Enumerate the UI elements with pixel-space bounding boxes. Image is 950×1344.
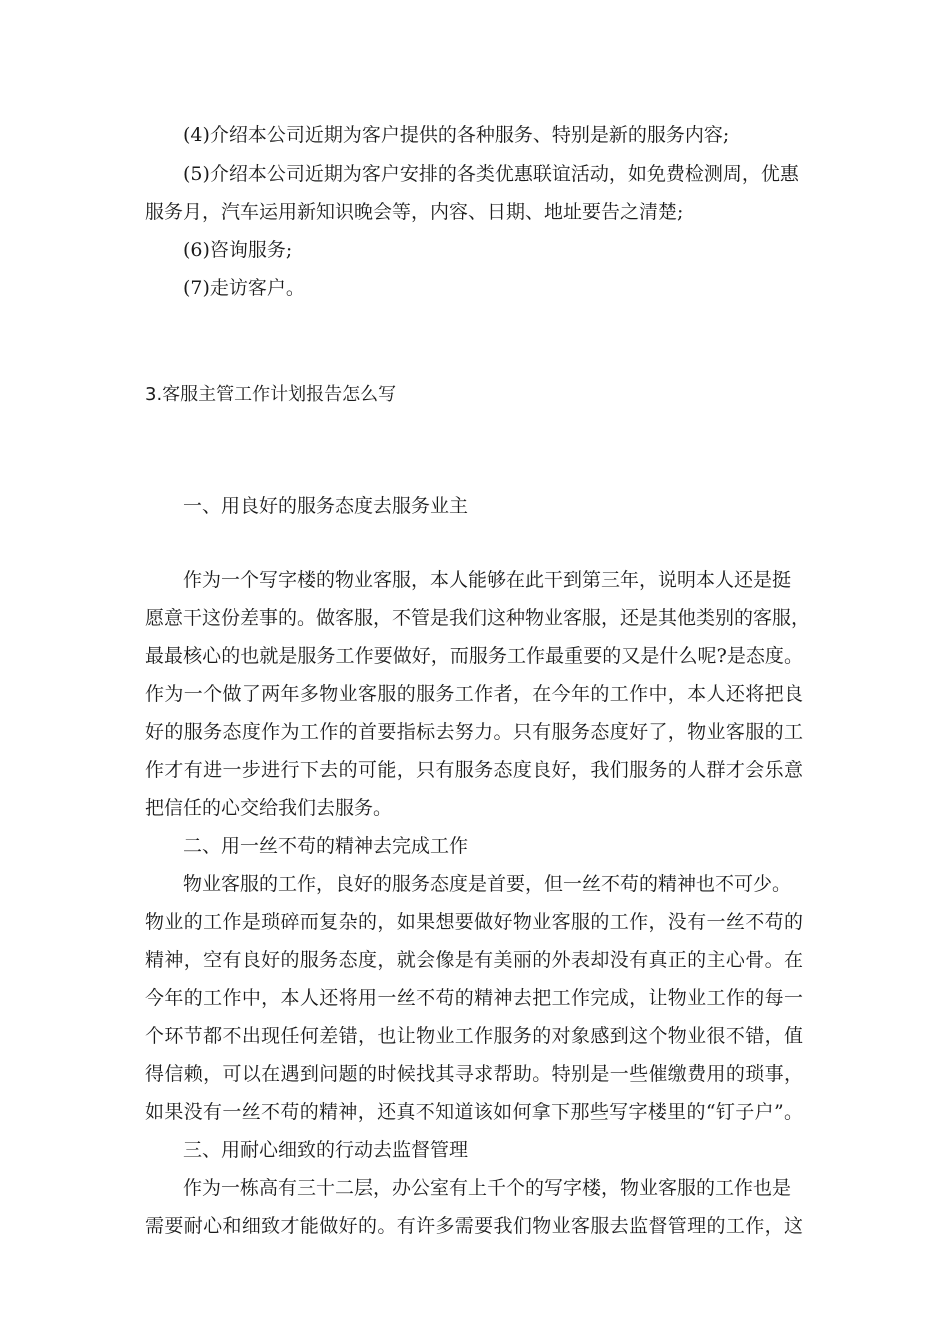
paragraph-line: 如果没有一丝不苟的精神，还真不知道该如何拿下那些写字楼里的“钉子户”。	[145, 1101, 803, 1123]
paragraph-line: 作为一个做了两年多物业客服的服务工作者，在今年的工作中，本人还将把良	[145, 683, 803, 705]
list-item-5-cont: 服务月，汽车运用新知识晚会等，内容、日期、地址要告之清楚;	[145, 201, 684, 223]
list-item-7: (7)走访客户。	[183, 277, 305, 299]
paragraph-line: 作才有进一步进行下去的可能，只有服务态度良好，我们服务的人群才会乐意	[145, 759, 803, 781]
paragraph-line: 得信赖，可以在遇到问题的时候找其寻求帮助。特别是一些催缴费用的琐事，	[145, 1063, 803, 1085]
paragraph-line: 好的服务态度作为工作的首要指标去努力。只有服务态度好了，物业客服的工	[145, 721, 803, 743]
list-item-6: (6)咨询服务;	[183, 239, 293, 261]
sub-heading-3: 三、用耐心细致的行动去监督管理	[183, 1139, 469, 1161]
list-item-4: (4)介绍本公司近期为客户提供的各种服务、特别是新的服务内容;	[183, 124, 730, 146]
paragraph-line: 物业客服的工作，良好的服务态度是首要，但一丝不苟的精神也不可少。	[183, 873, 792, 895]
paragraph-line: 把信任的心交给我们去服务。	[145, 797, 393, 819]
paragraph-line: 今年的工作中，本人还将用一丝不苟的精神去把工作完成，让物业工作的每一	[145, 987, 803, 1009]
paragraph-line: 个环节都不出现任何差错，也让物业工作服务的对象感到这个物业很不错，值	[145, 1025, 803, 1047]
paragraph-line: 需要耐心和细致才能做好的。有许多需要我们物业客服去监督管理的工作，这	[145, 1215, 803, 1237]
paragraph-line: 物业的工作是琐碎而复杂的，如果想要做好物业客服的工作，没有一丝不苟的	[145, 911, 803, 933]
paragraph-line: 作为一个写字楼的物业客服，本人能够在此干到第三年，说明本人还是挺	[183, 569, 792, 591]
paragraph-line: 精神，空有良好的服务态度，就会像是有美丽的外表却没有真正的主心骨。在	[145, 949, 803, 971]
sub-heading-1: 一、用良好的服务态度去服务业主	[183, 495, 469, 517]
paragraph-line: 作为一栋高有三十二层，办公室有上千个的写字楼，物业客服的工作也是	[183, 1177, 792, 1199]
section-title: 3.客服主管工作计划报告怎么写	[145, 384, 397, 405]
list-item-5: (5)介绍本公司近期为客户安排的各类优惠联谊活动，如免费检测周，优惠	[183, 163, 799, 185]
paragraph-line: 最最核心的也就是服务工作要做好，而服务工作最重要的又是什么呢?是态度。	[145, 645, 803, 667]
paragraph-line: 愿意干这份差事的。做客服，不管是我们这种物业客服，还是其他类别的客服，	[145, 607, 811, 629]
sub-heading-2: 二、用一丝不苟的精神去完成工作	[183, 835, 469, 857]
